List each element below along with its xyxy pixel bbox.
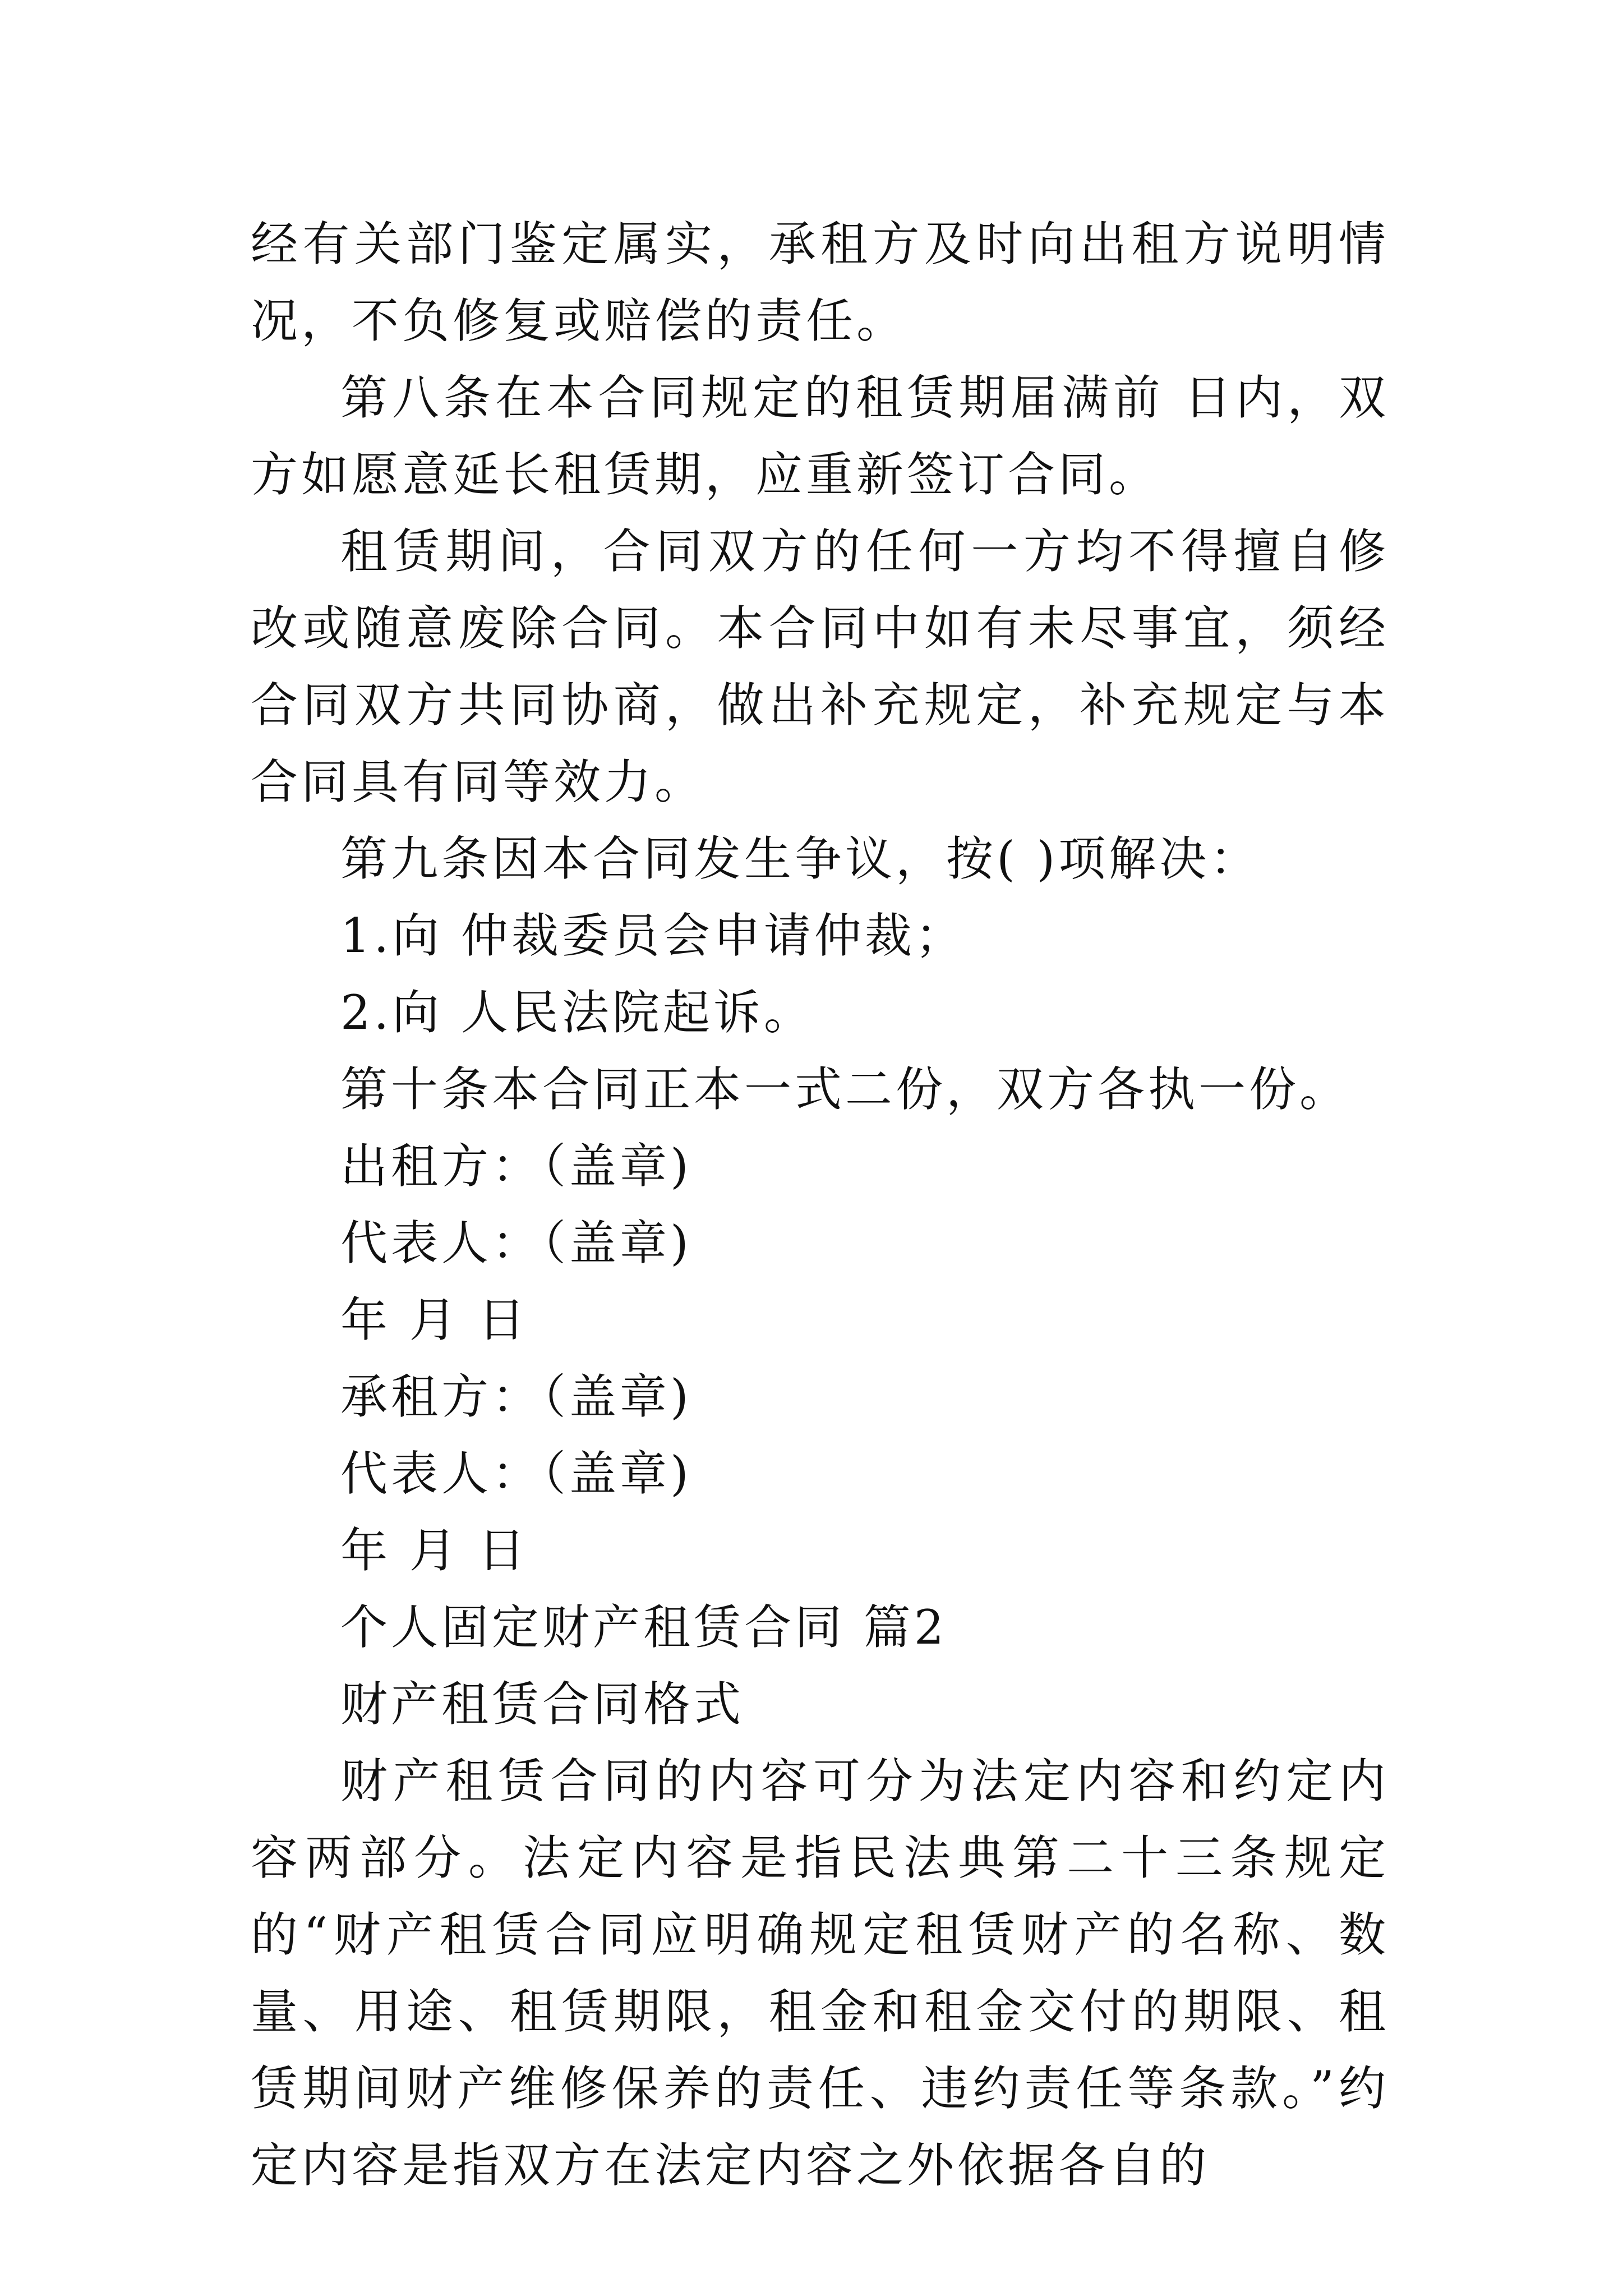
section-heading: 个人固定财产租赁合同 篇2 [340, 1600, 948, 1655]
document-body [251, 206, 1389, 2204]
list-item-arbitration: 1.向 仲裁委员会申请仲裁； [340, 908, 966, 963]
paragraph-continuation: 经有关部门鉴定属实，承租方及时向出租方说明情况，不负修复或赔偿的责任。 [251, 217, 1389, 348]
lessor-representative-line: 代表人：（盖章) [340, 1216, 692, 1271]
subsection-heading: 财产租赁合同格式 [340, 1677, 745, 1732]
lessee-date-line: 年 月 日 [340, 1523, 529, 1578]
paragraph-lease-period: 租赁期间，合同双方的任何一方均不得擅自修改或随意废除合同。本合同中如有未尽事宜，须经合同双方共同协商，做出补充规定，补充规定与本合同具有同等效力。 [251, 524, 1389, 809]
lessee-signature-line: 承租方：（盖章) [340, 1369, 692, 1424]
paragraph-contract-content: 财产租赁合同的内容可分为法定内容和约定内容两部分。法定内容是指民法典第二十三条规定的“财产租赁合同应明确规定租赁财产的名称、数量、用途、租赁期限，租金和租金交付的期限、租赁期间财产维修保养的责任、违约责任等条款。”约定内容是指双方在法定内容之外依据各自的 [251, 1754, 1389, 2193]
lessor-signature-line: 出租方：（盖章) [340, 1139, 692, 1194]
list-item-court: 2.向 人民法院起诉。 [340, 985, 814, 1040]
lessee-representative-line: 代表人：（盖章) [340, 1446, 692, 1501]
lessor-date-line: 年 月 日 [340, 1292, 529, 1347]
paragraph-article-9: 第九条因本合同发生争议，按( )项解决： [340, 831, 1261, 886]
paragraph-article-8: 第八条在本合同规定的租赁期届满前 日内，双方如愿意延长租赁期，应重新签订合同。 [251, 370, 1389, 502]
paragraph-article-10: 第十条本合同正本一式二份，双方各执一份。 [340, 1062, 1350, 1117]
